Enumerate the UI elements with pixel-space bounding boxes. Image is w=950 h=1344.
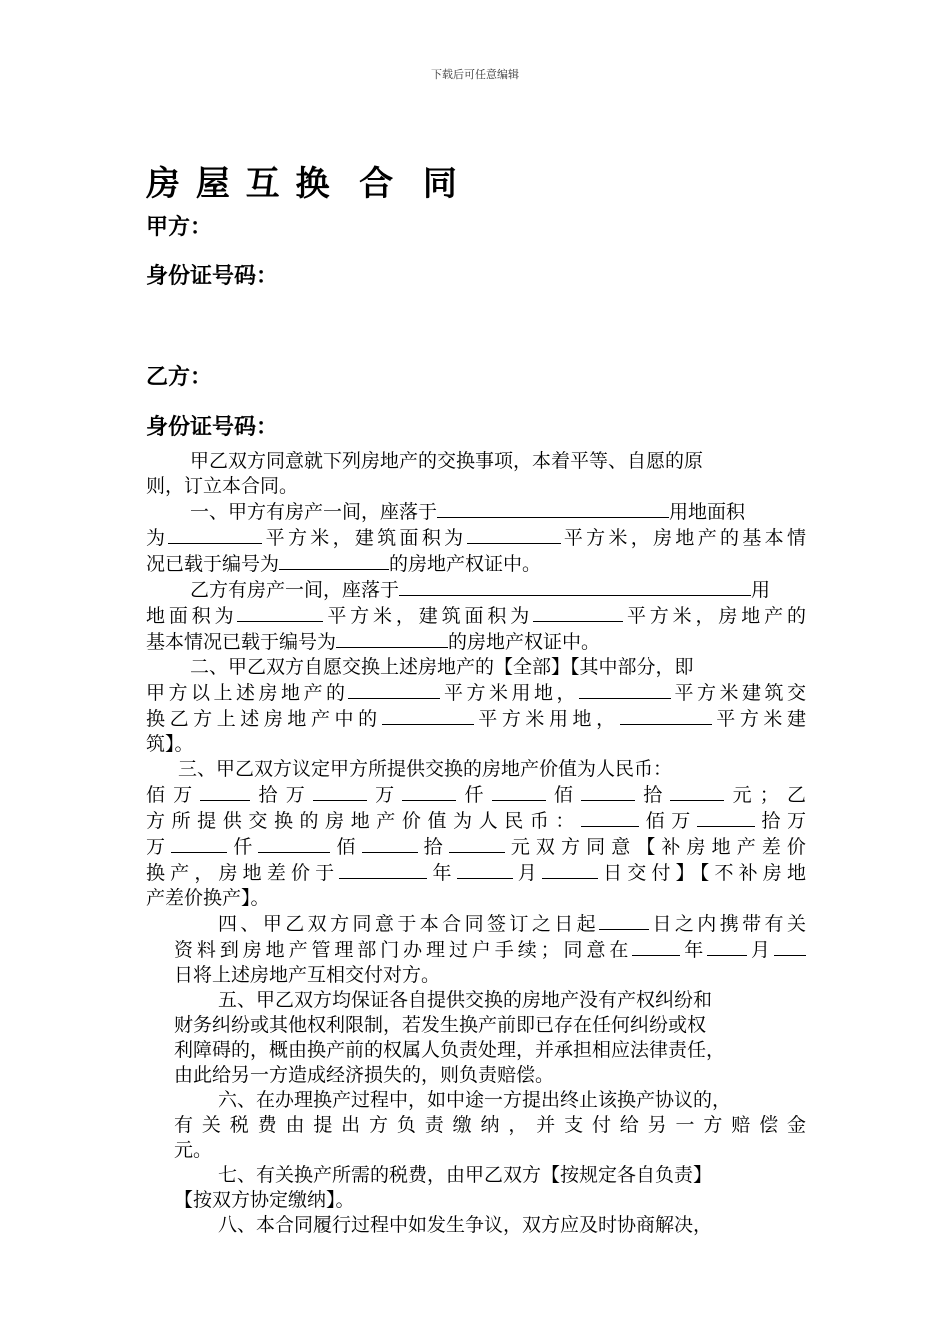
- blank-field[interactable]: [579, 680, 671, 699]
- party-a-label: 甲方：: [146, 215, 213, 240]
- blank-field[interactable]: [449, 834, 505, 853]
- clause-5-line: 五、甲乙双方均保证各自提供交换的房地产没有产权纠纷和: [218, 989, 713, 1011]
- page-header: 下载后可任意编辑: [431, 68, 519, 81]
- clause-1-line: 一、甲方有房产一间，座落于 用地面积: [190, 501, 746, 523]
- clause-7-line: 七、有关换产所需的税费，由甲乙双方【按规定各自负责】: [218, 1164, 713, 1186]
- blank-field[interactable]: [313, 782, 367, 801]
- blank-field[interactable]: [362, 834, 418, 853]
- blank-field[interactable]: [457, 860, 513, 879]
- clause-1b-line: 基本情况已载于编号为 的房地产权证中。: [146, 631, 601, 653]
- clause-4-line: 四、甲乙双方同意于本合同签订之日起 日之内携带有关: [218, 913, 806, 935]
- clause-3-line: 三、甲乙双方议定甲方所提供交换的房地产价值为人民币：: [178, 758, 673, 780]
- party-b-id-label: 身份证号码：: [146, 415, 279, 440]
- clause-6-line: 有关税费由提出方负责缴纳，并支付给另一方赔偿金: [174, 1114, 806, 1136]
- clause-5-line: 利障碍的，概由换产前的权属人负责处理，并承担相应法律责任，: [174, 1039, 726, 1061]
- blank-field[interactable]: [336, 629, 448, 648]
- blank-field[interactable]: [382, 706, 474, 725]
- clause-2-line: 甲方以上述房地产的 平方米用地， 平方米建筑交: [146, 682, 806, 704]
- clause-3-line: 方所提供交换的房地产价值为人民币： 佰万 拾万: [146, 810, 806, 832]
- clause-5-line: 财务纠纷或其他权利限制，若发生换产前即已存在任何纠纷或权: [174, 1014, 707, 1036]
- blank-field[interactable]: [399, 577, 751, 596]
- party-b-label: 乙方：: [146, 365, 213, 390]
- blank-field[interactable]: [533, 603, 623, 622]
- clause-3-line: 换产，房地差价于 年 月 日交付】【不补房地: [146, 862, 806, 884]
- clause-3-line: 万 仟 佰 拾 元双方同意【补房地产差价: [146, 836, 806, 858]
- clause-6-line: 元。: [174, 1139, 213, 1161]
- blank-field[interactable]: [168, 525, 262, 544]
- blank-field[interactable]: [279, 551, 389, 570]
- blank-field[interactable]: [542, 860, 598, 879]
- blank-field[interactable]: [402, 782, 456, 801]
- blank-field[interactable]: [339, 860, 427, 879]
- blank-field[interactable]: [492, 782, 546, 801]
- blank-field[interactable]: [774, 937, 806, 956]
- blank-field[interactable]: [200, 782, 250, 801]
- clause-3-line: 产差价换产】。: [146, 887, 270, 909]
- clause-8-line: 八、本合同履行过程中如发生争议，双方应及时协商解决，: [218, 1214, 713, 1236]
- clause-2-line: 筑】。: [146, 733, 194, 755]
- blank-field[interactable]: [599, 911, 649, 930]
- blank-field[interactable]: [670, 782, 724, 801]
- blank-field[interactable]: [258, 834, 330, 853]
- clause-1-line: 况已载于编号为 的房地产权证中。: [146, 553, 542, 575]
- clause-2-line: 二、甲乙双方自愿交换上述房地产的【全部】【其中部分，即: [190, 656, 694, 678]
- clause-1b-line: 乙方有房产一间，座落于 用: [190, 579, 771, 601]
- blank-field[interactable]: [581, 782, 635, 801]
- clause-7-line: 【按双方协定缴纳】。: [174, 1189, 355, 1211]
- blank-field[interactable]: [237, 603, 323, 622]
- clause-6-line: 六、在办理换产过程中，如中途一方提出终止该换产协议的，: [218, 1089, 732, 1111]
- party-a-id-label: 身份证号码：: [146, 264, 279, 289]
- blank-field[interactable]: [467, 525, 561, 544]
- clause-3-line: 佰万 拾万 万 仟 佰 拾 元；乙: [146, 784, 806, 806]
- contract-title: 房 屋 互 换 合 同: [146, 164, 459, 204]
- blank-field[interactable]: [697, 808, 755, 827]
- clause-2-line: 换乙方上述房地产中的 平方米用地， 平方米建: [146, 708, 806, 730]
- clause-intro-cont: 则，订立本合同。: [146, 475, 299, 497]
- blank-field[interactable]: [707, 937, 747, 956]
- clause-1-line: 为 平方米，建筑面积为 平方米，房地产的基本情: [146, 527, 806, 549]
- clause-4-line: 日将上述房地产互相交付对方。: [174, 964, 441, 986]
- clause-5-line: 由此给另一方造成经济损失的，则负责赔偿。: [174, 1064, 555, 1086]
- blank-field[interactable]: [581, 808, 639, 827]
- blank-field[interactable]: [620, 706, 712, 725]
- clause-1b-line: 地面积为 平方米，建筑面积为 平方米，房地产的: [146, 605, 806, 627]
- contract-body: [146, 449, 806, 1238]
- clauses-4-to-8: [146, 911, 806, 1238]
- clause-4-line: 资料到房地产管理部门办理过户手续；同意在 年 月: [174, 937, 806, 963]
- blank-field[interactable]: [437, 499, 669, 518]
- blank-field[interactable]: [632, 937, 680, 956]
- blank-field[interactable]: [171, 834, 227, 853]
- blank-field[interactable]: [348, 680, 440, 699]
- clause-intro: 甲乙双方同意就下列房地产的交换事项，本着平等、自愿的原: [190, 450, 704, 472]
